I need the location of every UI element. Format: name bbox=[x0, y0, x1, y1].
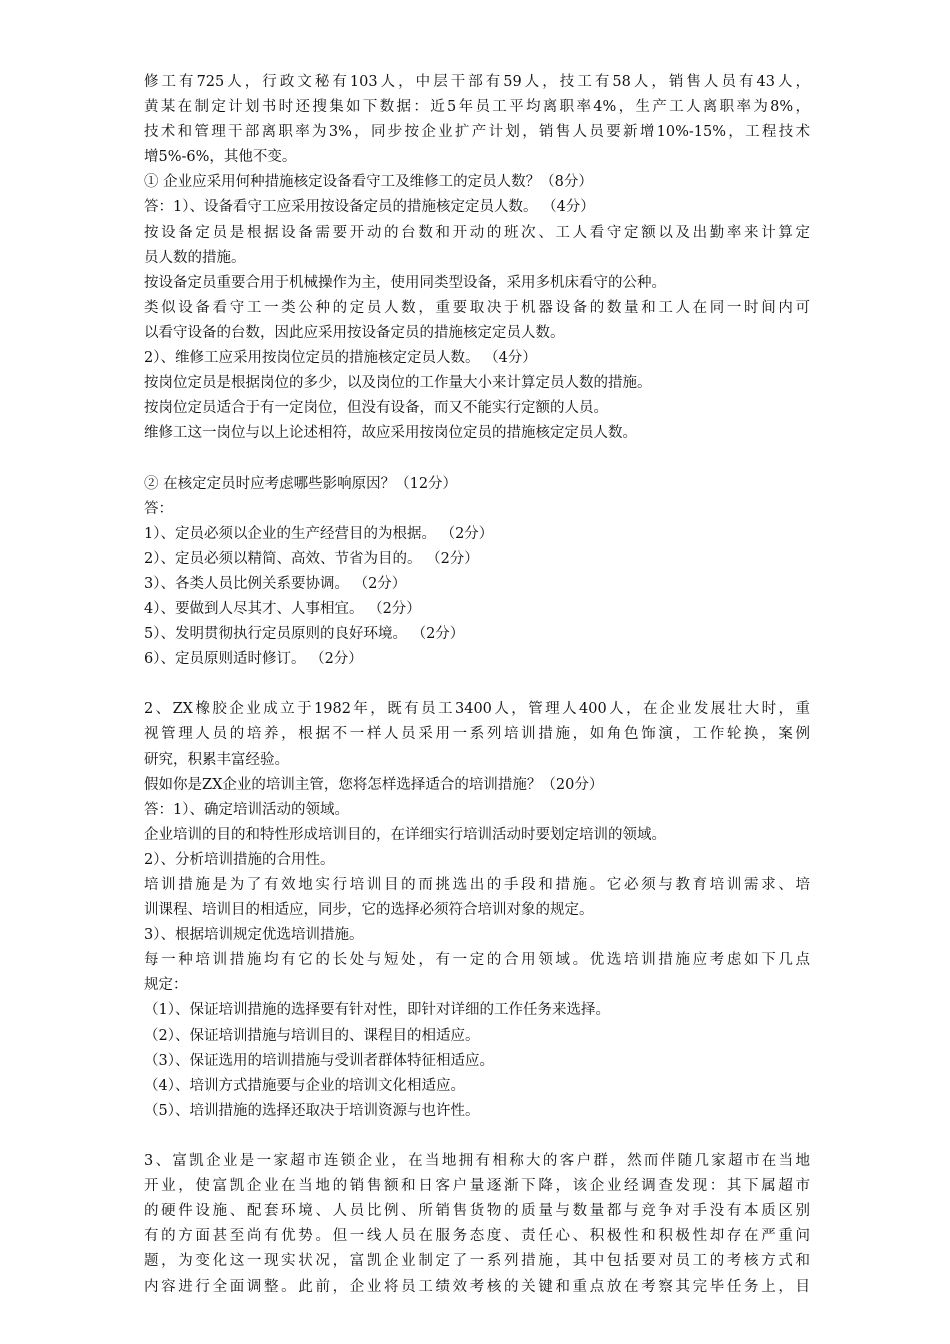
text-line: 2）、维修工应采用按岗位定员的措施核定定员人数。 （4分） bbox=[144, 350, 537, 367]
blank-line bbox=[144, 672, 810, 697]
text-line: 规定： bbox=[144, 977, 188, 994]
text-line: 训课程、培训目的相适应，同步，它的选择必须符合培训对象的规定。 bbox=[144, 902, 594, 919]
text-line: 1）、定员必须以企业的生产经营目的为根据。 （2分） bbox=[144, 525, 494, 542]
text-line: 黄某在制定计划书时还搜集如下数据：近5年员工平均离职率4%，生产工人离职率为8%， bbox=[144, 99, 810, 116]
text-line: 按岗位定员是根据岗位的多少，以及岗位的工作量大小来计算定员人数的措施。 bbox=[144, 375, 652, 392]
document-page bbox=[144, 70, 810, 1300]
text-line: 答：1）、设备看守工应采用按设备定员的措施核定定员人数。 （4分） bbox=[144, 199, 595, 216]
text-line: 视管理人员的培养，根据不一样人员采用一系列培训措施，如角色饰演，工作轮换，案例 bbox=[144, 726, 810, 743]
blank-line bbox=[144, 446, 810, 471]
text-line: 3）、根据培训规定优选培训措施。 bbox=[144, 927, 364, 944]
text-line: 的硬件设施、配套环境、人员比例、所销售货物的质量与数量都与竞争对手没有本质区别 bbox=[144, 1203, 810, 1220]
text-line: 技术和管理干部离职率为3%，同步按企业扩产计划，销售人员要新增10%-15%，工程技术 bbox=[144, 124, 810, 141]
text-line: 培训措施是为了有效地实行培训目的而挑选出的手段和措施。它必须与教育培训需求、培 bbox=[144, 877, 810, 893]
text-line: 4）、要做到人尽其才、人事相宜。 （2分） bbox=[144, 600, 421, 617]
text-line: 研究，积累丰富经验。 bbox=[144, 751, 289, 768]
blank-line bbox=[144, 1124, 810, 1149]
text-line: 2、ZX橡胶企业成立于1982年，既有员工3400人，管理人400人，在企业发展壮大时，重 bbox=[144, 701, 810, 718]
text-line: 按岗位定员适合于有一定岗位，但没有设备，而又不能实行定额的人员。 bbox=[144, 400, 608, 417]
text-line: （2）、保证培训措施与培训目的、课程目的相适应。 bbox=[144, 1027, 480, 1044]
text-line: 3）、各类人员比例关系要协调。 （2分） bbox=[144, 575, 407, 592]
text-line: 维修工这一岗位与以上论述相符，故应采用按岗位定员的措施核定定员人数。 bbox=[144, 425, 637, 442]
text-line: 每一种培训措施均有它的长处与短处，有一定的合用领域。优选培训措施应考虑如下几点 bbox=[144, 952, 810, 969]
text-line: 开业，使富凯企业在当地的销售额和日客户量逐渐下降，该企业经调查发现：其下属超市 bbox=[144, 1178, 810, 1195]
text-line: （1）、保证培训措施的选择要有针对性，即针对详细的工作任务来选择。 bbox=[144, 1002, 610, 1019]
text-line: 2）、定员必须以精简、高效、节省为目的。 （2分） bbox=[144, 550, 479, 567]
text-line: 答：1）、确定培训活动的领域。 bbox=[144, 801, 349, 818]
text-line: 员人数的措施。 bbox=[144, 249, 246, 266]
text-line: 答： bbox=[144, 500, 173, 517]
text-line: 3、富凯企业是一家超市连锁企业，在当地拥有相称大的客户群，然而伴随几家超市在当地 bbox=[144, 1153, 810, 1170]
text-line: 6）、定员原则适时修订。 （2分） bbox=[144, 651, 363, 668]
text-line: 修工有725人，行政文秘有103人，中层干部有59人，技工有58人，销售人员有43人， bbox=[144, 74, 810, 90]
text-line: 增5%-6%，其他不变。 bbox=[144, 149, 297, 166]
text-line: 以看守设备的台数，因此应采用按设备定员的措施核定定员人数。 bbox=[144, 324, 565, 341]
text-line: ② 在核定定员时应考虑哪些影响原因？（12分） bbox=[144, 475, 458, 492]
text-line: 题，为变化这一现实状况，富凯企业制定了一系列措施，其中包括要对员工的考核方式和 bbox=[144, 1253, 810, 1270]
text-line: 按设备定员是根据设备需要开动的台数和开动的班次、工人看守定额以及出勤率来计算定 bbox=[144, 224, 810, 241]
text-line: 2）、分析培训措施的合用性。 bbox=[144, 851, 335, 868]
text-line: 内容进行全面调整。此前，企业将员工绩效考核的关键和重点放在考察其完毕任务上，目 bbox=[144, 1278, 810, 1295]
text-line: （3）、保证选用的培训措施与受训者群体特征相适应。 bbox=[144, 1052, 494, 1069]
text-line: （4）、培训方式措施要与企业的培训文化相适应。 bbox=[144, 1077, 465, 1094]
text-line: ① 企业应采用何种措施核定设备看守工及维修工的定员人数？（8分） bbox=[144, 174, 593, 191]
text-line: 类似设备看守工一类公种的定员人数，重要取决于机器设备的数量和工人在同一时间内可 bbox=[144, 299, 810, 316]
text-line: 5）、发明贯彻执行定员原则的良好环境。 （2分） bbox=[144, 626, 465, 643]
text-line: 有的方面甚至尚有优势。但一线人员在服务态度、责任心、积极性和积极性却存在严重问 bbox=[144, 1228, 810, 1245]
text-line: 企业培训的目的和特性形成培训目的，在详细实行培训活动时要划定培训的领域。 bbox=[144, 826, 666, 843]
text-line: 假如你是ZX企业的培训主管，您将怎样选择适合的培训措施？（20分） bbox=[144, 776, 604, 793]
text-line: 按设备定员重要合用于机械操作为主，使用同类型设备，采用多机床看守的公种。 bbox=[144, 274, 666, 291]
text-line: （5）、培训措施的选择还取决于培训资源与也许性。 bbox=[144, 1102, 480, 1119]
